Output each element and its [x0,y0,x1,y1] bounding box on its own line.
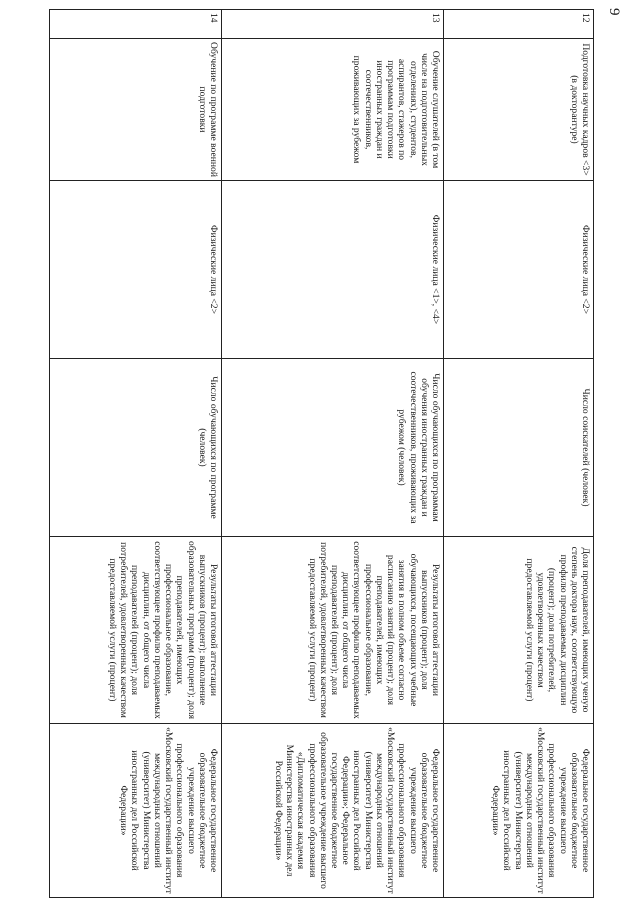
consumer-category: Физические лица <1>, <4> [222,181,444,359]
service-name: Подготовка научных кадров <3> (в докторантуре) [444,39,594,181]
service-name: Обучение слушателей (в том числе на подготовительных отделениях), студентов, аспирантов, стажеров по программам подготовки иностранных граждан и соотечественников, проживающих за рубежом [222,39,444,181]
volume-indicator: Число обучающихся по программам обучения иностранных граждан и соотечественников, проживающих за рубежом (человек) [222,359,444,537]
service-name: Обучение по программе военной подготовки [50,39,222,181]
quality-indicator: Результаты итоговой аттестации выпускников (процент); выполнение образовательных программ (процент); доля преподавателей, имеющих профессиональное образование, соответствующее профилю преподаваемых дисциплин, от общего числа преподавателей (процент); доля потребителей, удовлетворенных качеством предоставляемой услуги (процент) [50,537,222,724]
quality-indicator: Результаты итоговой аттестации выпускников (процент); доля обучающихся, посещающих учебные занятия в полном объеме согласно расписанию занятий (процент); доля преподавателей, имеющих профессиональное образование, соответствующее профилю преподаваемых дисциплин, от общего числа преподавателей (процент); доля потребителей, удовлетворенных качеством предоставляемой услуги (процент) [222,537,444,724]
quality-indicator: Доля преподавателей, имеющих ученую степень доктора наук, соответствующую профилю преподаваемых дисциплин (процент); доля потребителей, удовлетворенных качеством предоставляемой услуги (процент) [444,537,594,724]
row-number: 14 [50,10,222,39]
services-table [49,9,594,898]
table-row [444,10,594,898]
institution-name: Федеральное государственное образовательное бюджетное учреждение высшего профессионального образования «Московский государственный институт международных отношений (университет) Министерства иностранных дел Российской Федерации»; Федеральное государственное бюджетное образовательное учреждение высшего профессионального образования «Дипломатическая академия Министерства иностранных дел Российской Федерации» [222,724,444,898]
row-number: 13 [222,10,444,39]
row-number: 12 [444,10,594,39]
institution-name: Федеральное государственное образовательное бюджетное учреждение высшего профессионального образования «Московский государственный институт международных отношений (университет) Министерства иностранных дел Российской Федерации» [50,724,222,898]
table-row [50,10,222,898]
consumer-category: Физические лица <2> [444,181,594,359]
volume-indicator: Число соискателей (человек) [444,359,594,537]
table-row [222,10,444,898]
rotated-page [49,9,594,897]
institution-name: Федеральное государственное образовательное бюджетное учреждение высшего профессионального образования «Московский государственный институт международных отношений (университет) Министерства иностранных дел Российской Федерации» [444,724,594,898]
page-number: 9 [606,8,622,16]
consumer-category: Физические лица <2> [50,181,222,359]
volume-indicator: Число обучающихся по программе (человек) [50,359,222,537]
